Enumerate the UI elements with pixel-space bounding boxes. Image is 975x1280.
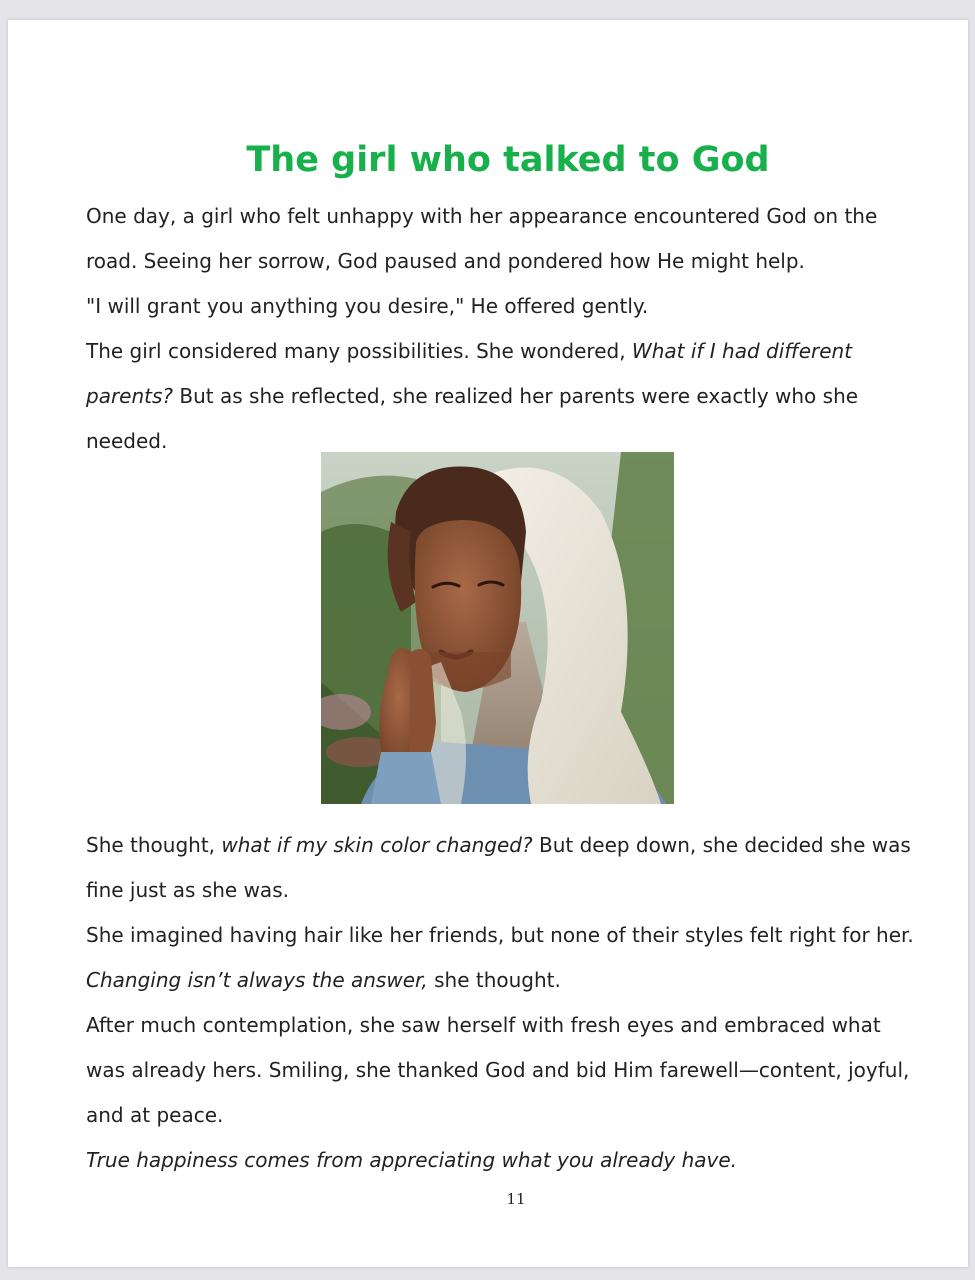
story-text-bottom bbox=[86, 823, 916, 1183]
body-text: But as she reflected, she realized her parents were exactly who she needed. bbox=[86, 384, 859, 453]
document-page bbox=[8, 20, 968, 1267]
body-text: The girl considered many possibilities. She wondered, bbox=[86, 339, 632, 363]
body-text: But deep down, she decided she was fine just as she was. bbox=[86, 833, 911, 902]
page-title: The girl who talked to God bbox=[246, 140, 770, 180]
italic-text: What if I had different parents? bbox=[86, 339, 853, 408]
body-text: She thought, bbox=[86, 833, 222, 857]
story-paragraph bbox=[86, 284, 916, 329]
story-paragraph bbox=[86, 329, 916, 464]
body-text: She imagined having hair like her friends, but none of their styles felt right for her. bbox=[86, 923, 914, 947]
italic-text: what if my skin color changed? bbox=[221, 833, 533, 857]
story-paragraph bbox=[86, 194, 916, 284]
story-paragraph bbox=[86, 913, 916, 958]
body-text: she thought. bbox=[427, 968, 561, 992]
italic-text: True happiness comes from appreciating what you already have. bbox=[86, 1148, 738, 1172]
body-text: "I will grant you anything you desire," He offered gently. bbox=[86, 294, 649, 318]
story-text-top bbox=[86, 194, 916, 464]
story-paragraph bbox=[86, 958, 916, 1003]
page-number: 11 bbox=[506, 1190, 526, 1208]
story-paragraph bbox=[86, 1138, 916, 1183]
praying-girl-illustration bbox=[321, 452, 674, 804]
story-paragraph bbox=[86, 1003, 916, 1138]
body-text: One day, a girl who felt unhappy with her appearance encountered God on the road. Seeing her sorrow, God paused and pondered how He might help. bbox=[86, 204, 878, 273]
italic-text: Changing isn’t always the answer, bbox=[86, 968, 428, 992]
story-paragraph bbox=[86, 823, 916, 913]
body-text: After much contemplation, she saw herself with fresh eyes and embraced what was already hers. Smiling, she thanked God and bid Him farewell—content, joyful, and at peace. bbox=[86, 1013, 910, 1127]
